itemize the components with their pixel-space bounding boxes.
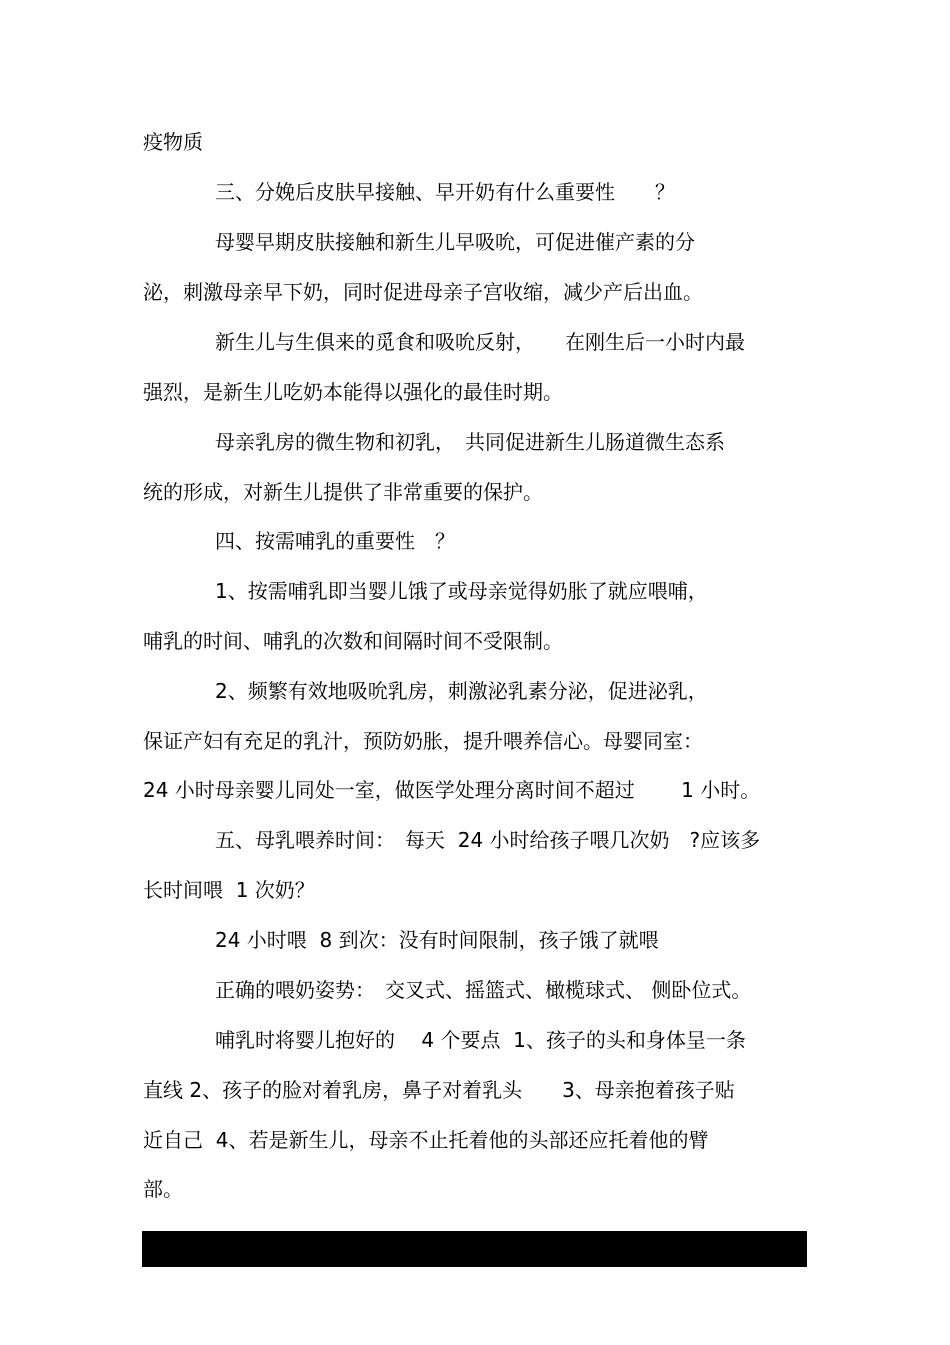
text-line: 近自己 4、若是新生儿，母亲不止托着他的头部还应托着他的臂 [143, 1128, 709, 1152]
section-heading: 四、按需哺乳的重要性 ？ [215, 529, 455, 553]
text-line: 疫物质 [143, 130, 203, 154]
text-line: 部。 [143, 1177, 183, 1201]
redaction-bar [142, 1231, 807, 1267]
text-line: 24 小时喂 8 到次：没有时间限制，孩子饿了就喂 [215, 928, 659, 952]
text-line: 哺乳时将婴儿抱好的 4 个要点 1、孩子的头和身体呈一条 [215, 1028, 746, 1052]
section-heading: 五、母乳喂养时间： 每天 24 小时给孩子喂几次奶 ?应该多 [215, 828, 761, 852]
text-line: 新生儿与生俱来的觅食和吸吮反射， 在刚生后一小时内最 [215, 330, 745, 354]
text-line: 统的形成，对新生儿提供了非常重要的保护。 [143, 480, 543, 504]
text-line: 直线 2、孩子的脸对着乳房，鼻子对着乳头 3、母亲抱着孩子贴 [143, 1078, 735, 1102]
text-line: 泌，刺激母亲早下奶，同时促进母亲子宫收缩，减少产后出血。 [143, 280, 703, 304]
text-line: 母亲乳房的微生物和初乳， 共同促进新生儿肠道微生态系 [215, 430, 725, 454]
text-line: 2、频繁有效地吸吮乳房，刺激泌乳素分泌，促进泌乳， [215, 679, 708, 703]
text-line: 24 小时母亲婴儿同处一室，做医学处理分离时间不超过 1 小时。 [143, 778, 761, 802]
text-line: 保证产妇有充足的乳汁，预防奶胀，提升喂养信心。母婴同室： [143, 729, 703, 753]
text-line: 1、按需哺乳即当婴儿饿了或母亲觉得奶胀了就应喂哺， [215, 579, 708, 603]
text-line: 长时间喂 1 次奶？ [143, 878, 315, 902]
text-line: 哺乳的时间、哺乳的次数和间隔时间不受限制。 [143, 629, 563, 653]
text-line: 母婴早期皮肤接触和新生儿早吸吮，可促进催产素的分 [215, 230, 695, 254]
section-heading: 三、分娩后皮肤早接触、早开奶有什么重要性 ？ [215, 180, 675, 204]
text-line: 正确的喂奶姿势： 交叉式、摇篮式、橄榄球式、 侧卧位式。 [215, 978, 752, 1002]
text-line: 强烈，是新生儿吃奶本能得以强化的最佳时期。 [143, 380, 563, 404]
